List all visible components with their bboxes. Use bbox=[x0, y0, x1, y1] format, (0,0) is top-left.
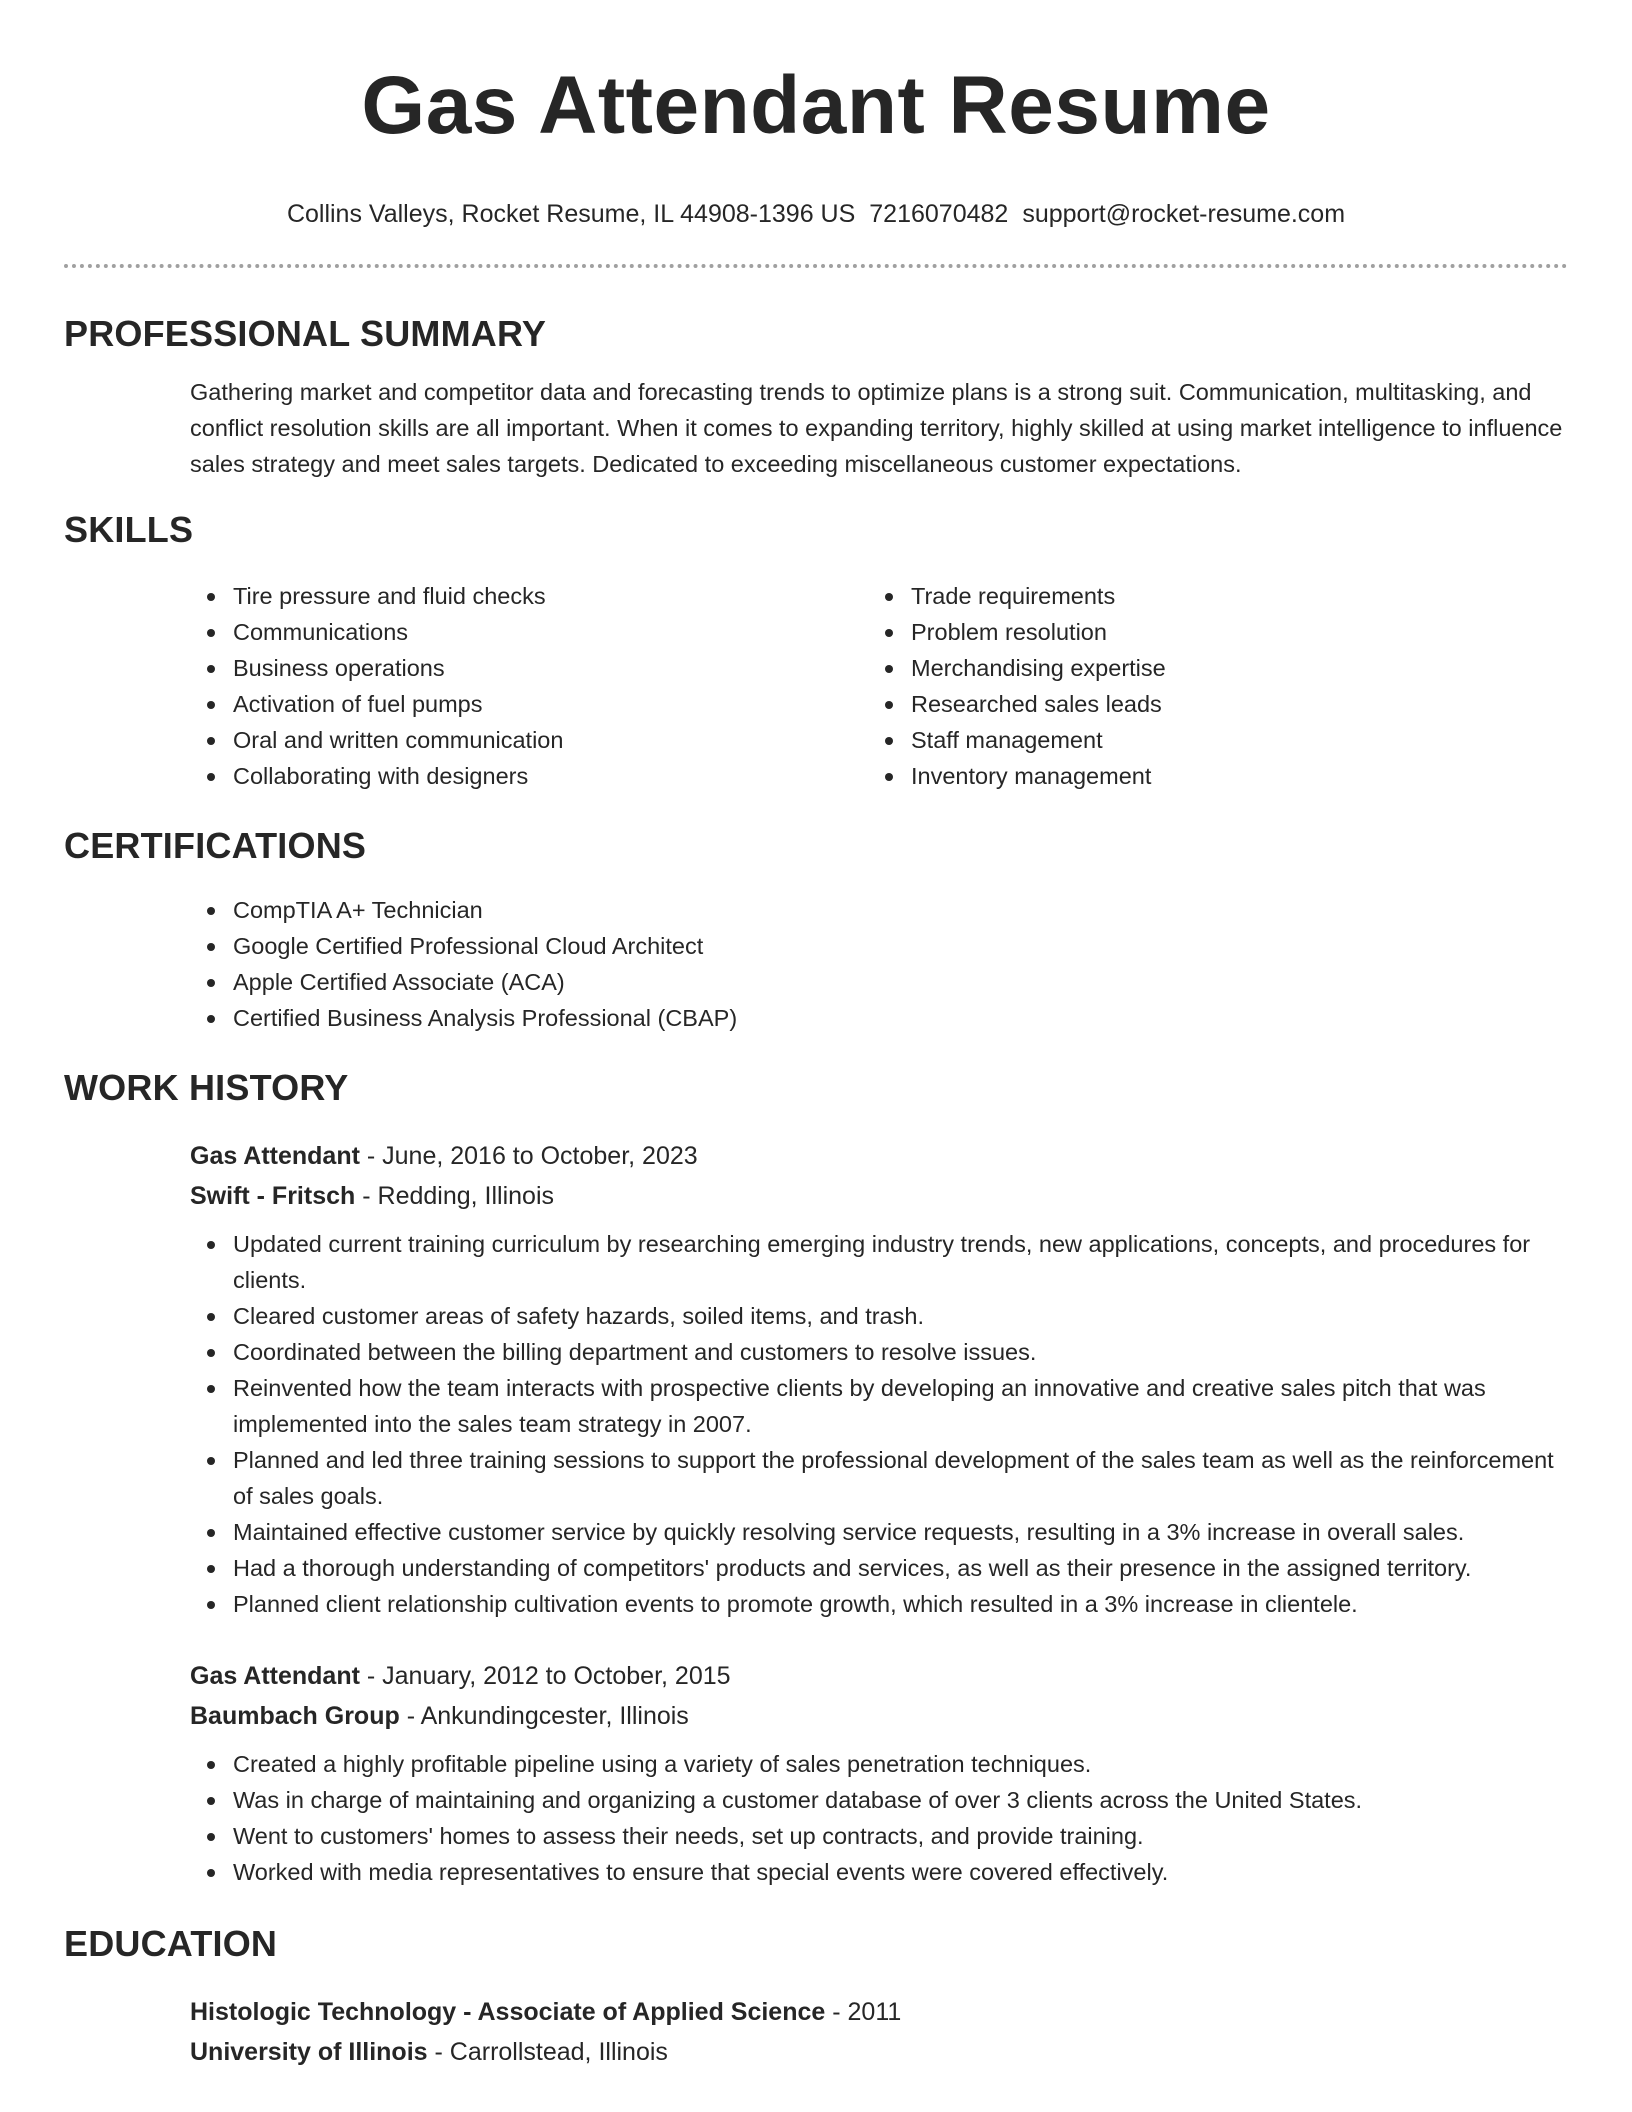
job-company-line bbox=[190, 1176, 1568, 1216]
certifications-heading: CERTIFICATIONS bbox=[64, 825, 367, 866]
skills-heading: SKILLS bbox=[64, 509, 194, 550]
education-section bbox=[64, 1922, 1568, 2072]
education-heading: EDUCATION bbox=[64, 1923, 278, 1964]
contact-address: Collins Valleys, Rocket Resume, IL 44908-1396 US bbox=[286, 200, 856, 228]
certifications-section bbox=[64, 824, 1568, 1036]
job-bullet: Went to customers' homes to assess their needs, set up contracts, and provide training. bbox=[190, 1818, 1568, 1854]
skills-grid bbox=[64, 578, 1568, 794]
job-bullet: Had a thorough understanding of competitors' products and services, as well as their presence in the assigned territory. bbox=[190, 1550, 1568, 1586]
skills-left-column bbox=[190, 578, 868, 794]
education-entry bbox=[64, 1992, 1568, 2072]
certification-item: Apple Certified Associate (ACA) bbox=[190, 964, 1568, 1000]
summary-heading: PROFESSIONAL SUMMARY bbox=[64, 313, 547, 354]
contact-email: support@rocket-resume.com bbox=[1022, 200, 1346, 228]
job-title-line bbox=[190, 1136, 1568, 1176]
skill-item: Collaborating with designers bbox=[190, 758, 868, 794]
job-bullet: Cleared customer areas of safety hazards, soiled items, and trash. bbox=[190, 1298, 1568, 1334]
job-entry bbox=[64, 1136, 1568, 1622]
job-title: Gas Attendant bbox=[190, 1662, 360, 1690]
skill-item: Trade requirements bbox=[868, 578, 1546, 614]
job-bullet: Planned client relationship cultivation events to promote growth, which resulted in a 3% increase in clientele. bbox=[190, 1586, 1568, 1622]
skill-item: Staff management bbox=[868, 722, 1546, 758]
skills-section bbox=[64, 508, 1568, 794]
skill-item: Problem resolution bbox=[868, 614, 1546, 650]
education-school-line bbox=[190, 2032, 1568, 2072]
job-location: - Redding, Illinois bbox=[355, 1182, 555, 1210]
contact-line bbox=[64, 198, 1568, 230]
job-bullet: Coordinated between the billing department and customers to resolve issues. bbox=[190, 1334, 1568, 1370]
skill-item: Activation of fuel pumps bbox=[190, 686, 868, 722]
job-bullet: Reinvented how the team interacts with prospective clients by developing an innovative and creative sales pitch that was implemented into the sales team strategy in 2007. bbox=[190, 1370, 1568, 1442]
certification-item: Google Certified Professional Cloud Architect bbox=[190, 928, 1568, 964]
skill-item: Tire pressure and fluid checks bbox=[190, 578, 868, 614]
work-history-section bbox=[64, 1066, 1568, 1890]
job-title: Gas Attendant bbox=[190, 1142, 360, 1170]
certifications-list bbox=[64, 892, 1568, 1036]
job-company-line bbox=[190, 1696, 1568, 1736]
skill-item: Researched sales leads bbox=[868, 686, 1546, 722]
job-bullets bbox=[190, 1226, 1568, 1622]
skill-item: Inventory management bbox=[868, 758, 1546, 794]
work-history-heading: WORK HISTORY bbox=[64, 1067, 349, 1108]
education-school: University of Illinois bbox=[190, 2038, 428, 2066]
job-bullet: Planned and led three training sessions to support the professional development of the sales team as well as the reinforcement of sales goals. bbox=[190, 1442, 1568, 1514]
education-degree: Histologic Technology - Associate of Applied Science bbox=[190, 1998, 826, 2026]
summary-text: Gathering market and competitor data and forecasting trends to optimize plans is a strong suit. Communication, multitasking, and conflict resolution skills are all important. When it comes to expanding territory, highly skilled at using market intelligence to influence sales strategy and meet sales targets. Dedicated to exceeding miscellaneous customer expectations. bbox=[190, 379, 1563, 477]
education-year: - 2011 bbox=[825, 1998, 902, 2026]
job-dates: - January, 2012 to October, 2015 bbox=[359, 1662, 731, 1690]
education-degree-line bbox=[190, 1992, 1568, 2032]
job-entry bbox=[64, 1656, 1568, 1890]
skill-item: Merchandising expertise bbox=[868, 650, 1546, 686]
skills-right-column bbox=[868, 578, 1546, 794]
job-bullet: Was in charge of maintaining and organizing a customer database of over 3 clients across the United States. bbox=[190, 1782, 1568, 1818]
job-bullet: Worked with media representatives to ensure that special events were covered effectively. bbox=[190, 1854, 1568, 1890]
education-location: - Carrollstead, Illinois bbox=[427, 2038, 668, 2066]
job-company: Swift - Fritsch bbox=[190, 1182, 356, 1210]
job-company: Baumbach Group bbox=[190, 1702, 400, 1730]
resume-title: Gas Attendant Resume bbox=[361, 60, 1271, 151]
dotted-divider bbox=[64, 264, 1568, 268]
job-location: - Ankundingcester, Illinois bbox=[399, 1702, 689, 1730]
certification-item: Certified Business Analysis Professional (CBAP) bbox=[190, 1000, 1568, 1036]
skill-item: Oral and written communication bbox=[190, 722, 868, 758]
job-bullets bbox=[190, 1746, 1568, 1890]
job-bullet: Maintained effective customer service by quickly resolving service requests, resulting in a 3% increase in overall sales. bbox=[190, 1514, 1568, 1550]
summary-section bbox=[64, 312, 1568, 482]
job-bullet: Created a highly profitable pipeline using a variety of sales penetration techniques. bbox=[190, 1746, 1568, 1782]
contact-phone: 7216070482 bbox=[869, 200, 1009, 228]
certification-item: CompTIA A+ Technician bbox=[190, 892, 1568, 928]
job-title-line bbox=[190, 1656, 1568, 1696]
skill-item: Communications bbox=[190, 614, 868, 650]
skill-item: Business operations bbox=[190, 650, 868, 686]
job-bullet: Updated current training curriculum by researching emerging industry trends, new applications, concepts, and procedures for clients. bbox=[190, 1226, 1568, 1298]
job-dates: - June, 2016 to October, 2023 bbox=[359, 1142, 698, 1170]
